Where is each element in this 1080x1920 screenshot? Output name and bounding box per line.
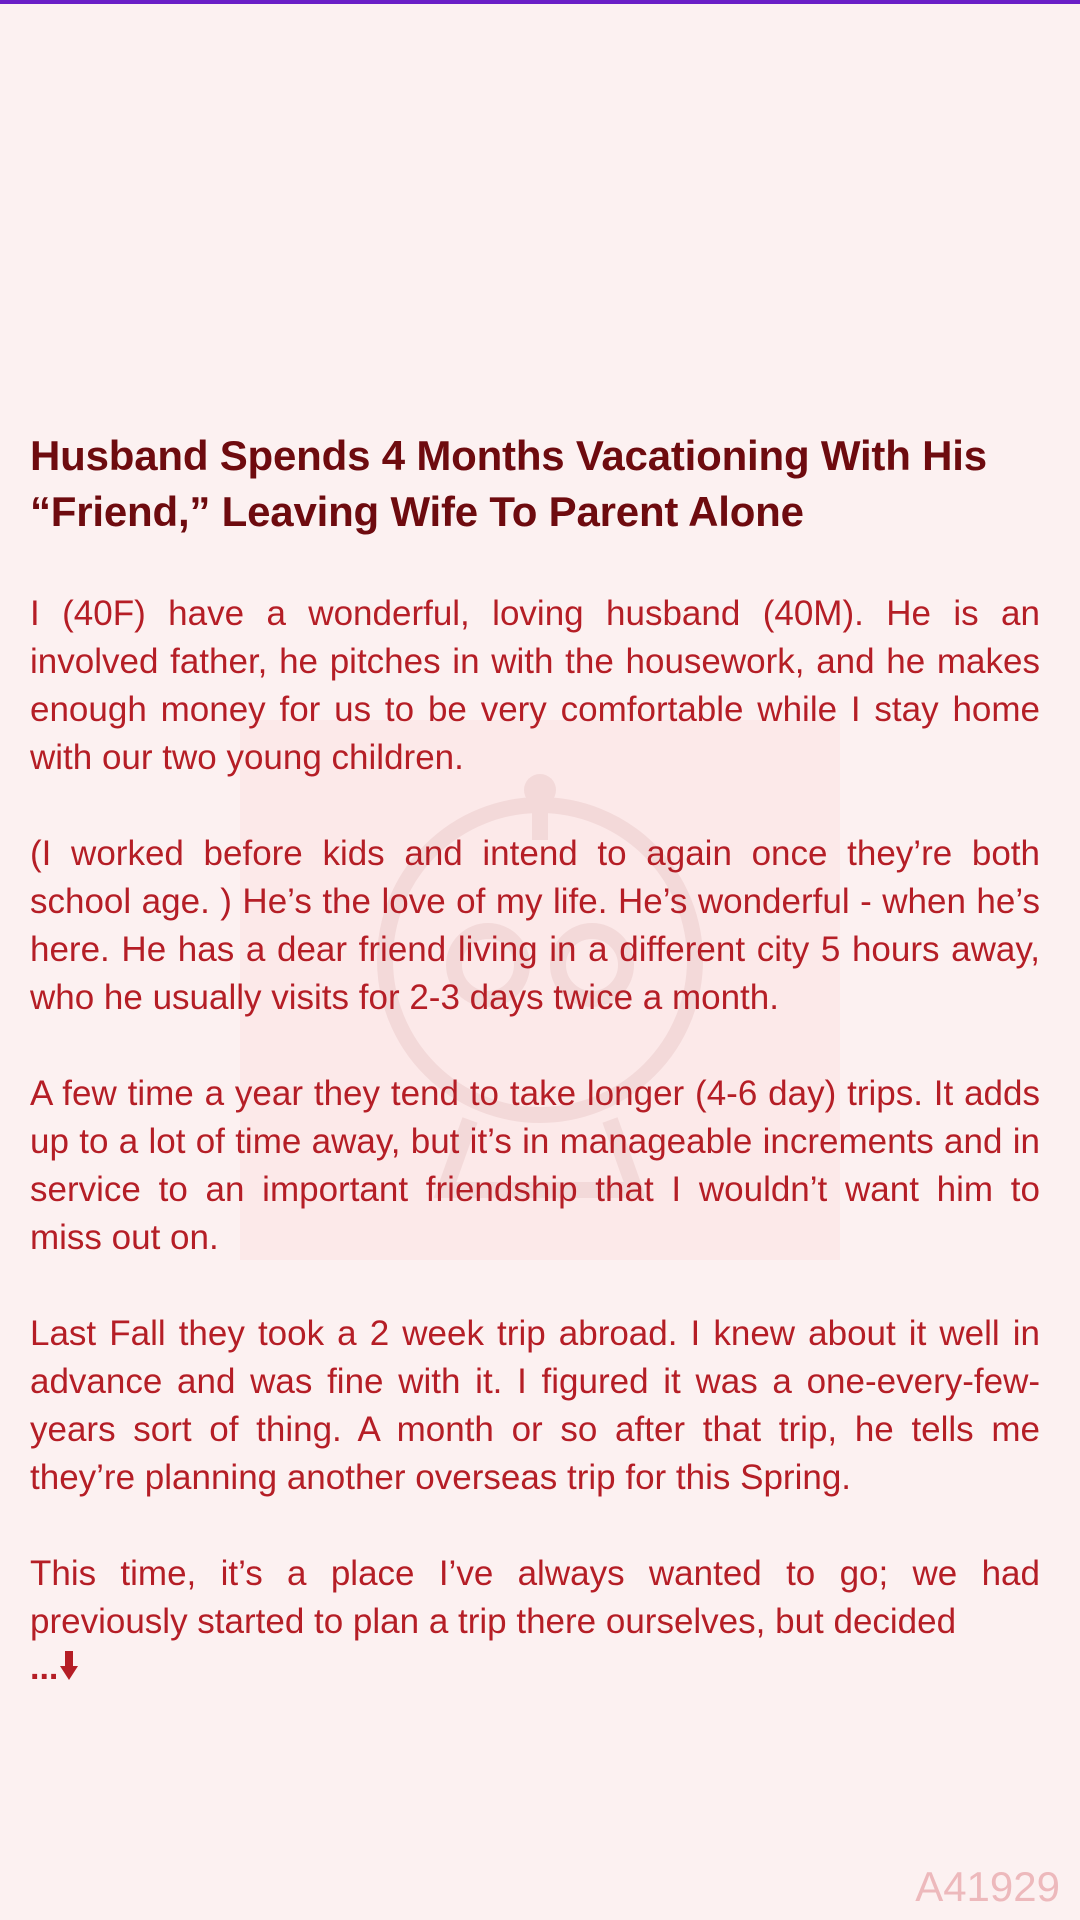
article — [30, 428, 1040, 1692]
article-paragraph-1: I (40F) have a wonderful, loving husband (40M). He is an involved father, he pitches in with the housework, and he makes enough money for us to be very comfortable while I stay home with our two young children. — [30, 594, 1040, 777]
article-paragraph-4: Last Fall they took a 2 week trip abroad. I knew about it well in advance and was fine with it. I figured it was a one-every-few-years sort of thing. A month or so after that trip, he tells me they’re planning another overseas trip for this Spring. — [30, 1314, 1040, 1497]
arrow-down-icon — [60, 1648, 78, 1692]
top-accent-bar — [0, 0, 1080, 4]
article-title: Husband Spends 4 Months Vacationing With His “Friend,” Leaving Wife To Parent Alone — [30, 432, 987, 535]
article-paragraph-5: This time, it’s a place I’ve always wanted to go; we had previously started to plan a trip there ourselves, but decided — [30, 1554, 1040, 1641]
article-paragraph-3: A few time a year they tend to take longer (4-6 day) trips. It adds up to a lot of time away, but it’s in manageable increments and in service to an important friendship that I wouldn’t want him to miss out on. — [30, 1074, 1040, 1257]
watermark-stamp: A41929 — [915, 1863, 1060, 1910]
read-more-ellipsis: ... — [30, 1649, 59, 1687]
read-more-button[interactable] — [30, 1646, 78, 1692]
article-paragraph-2: (I worked before kids and intend to again once they’re both school age. ) He’s the love of my life. He’s wonderful - when he’s here. He has a dear friend living in a different city 5 hours away, who he usually visits for 2-3 days twice a month. — [30, 834, 1040, 1017]
